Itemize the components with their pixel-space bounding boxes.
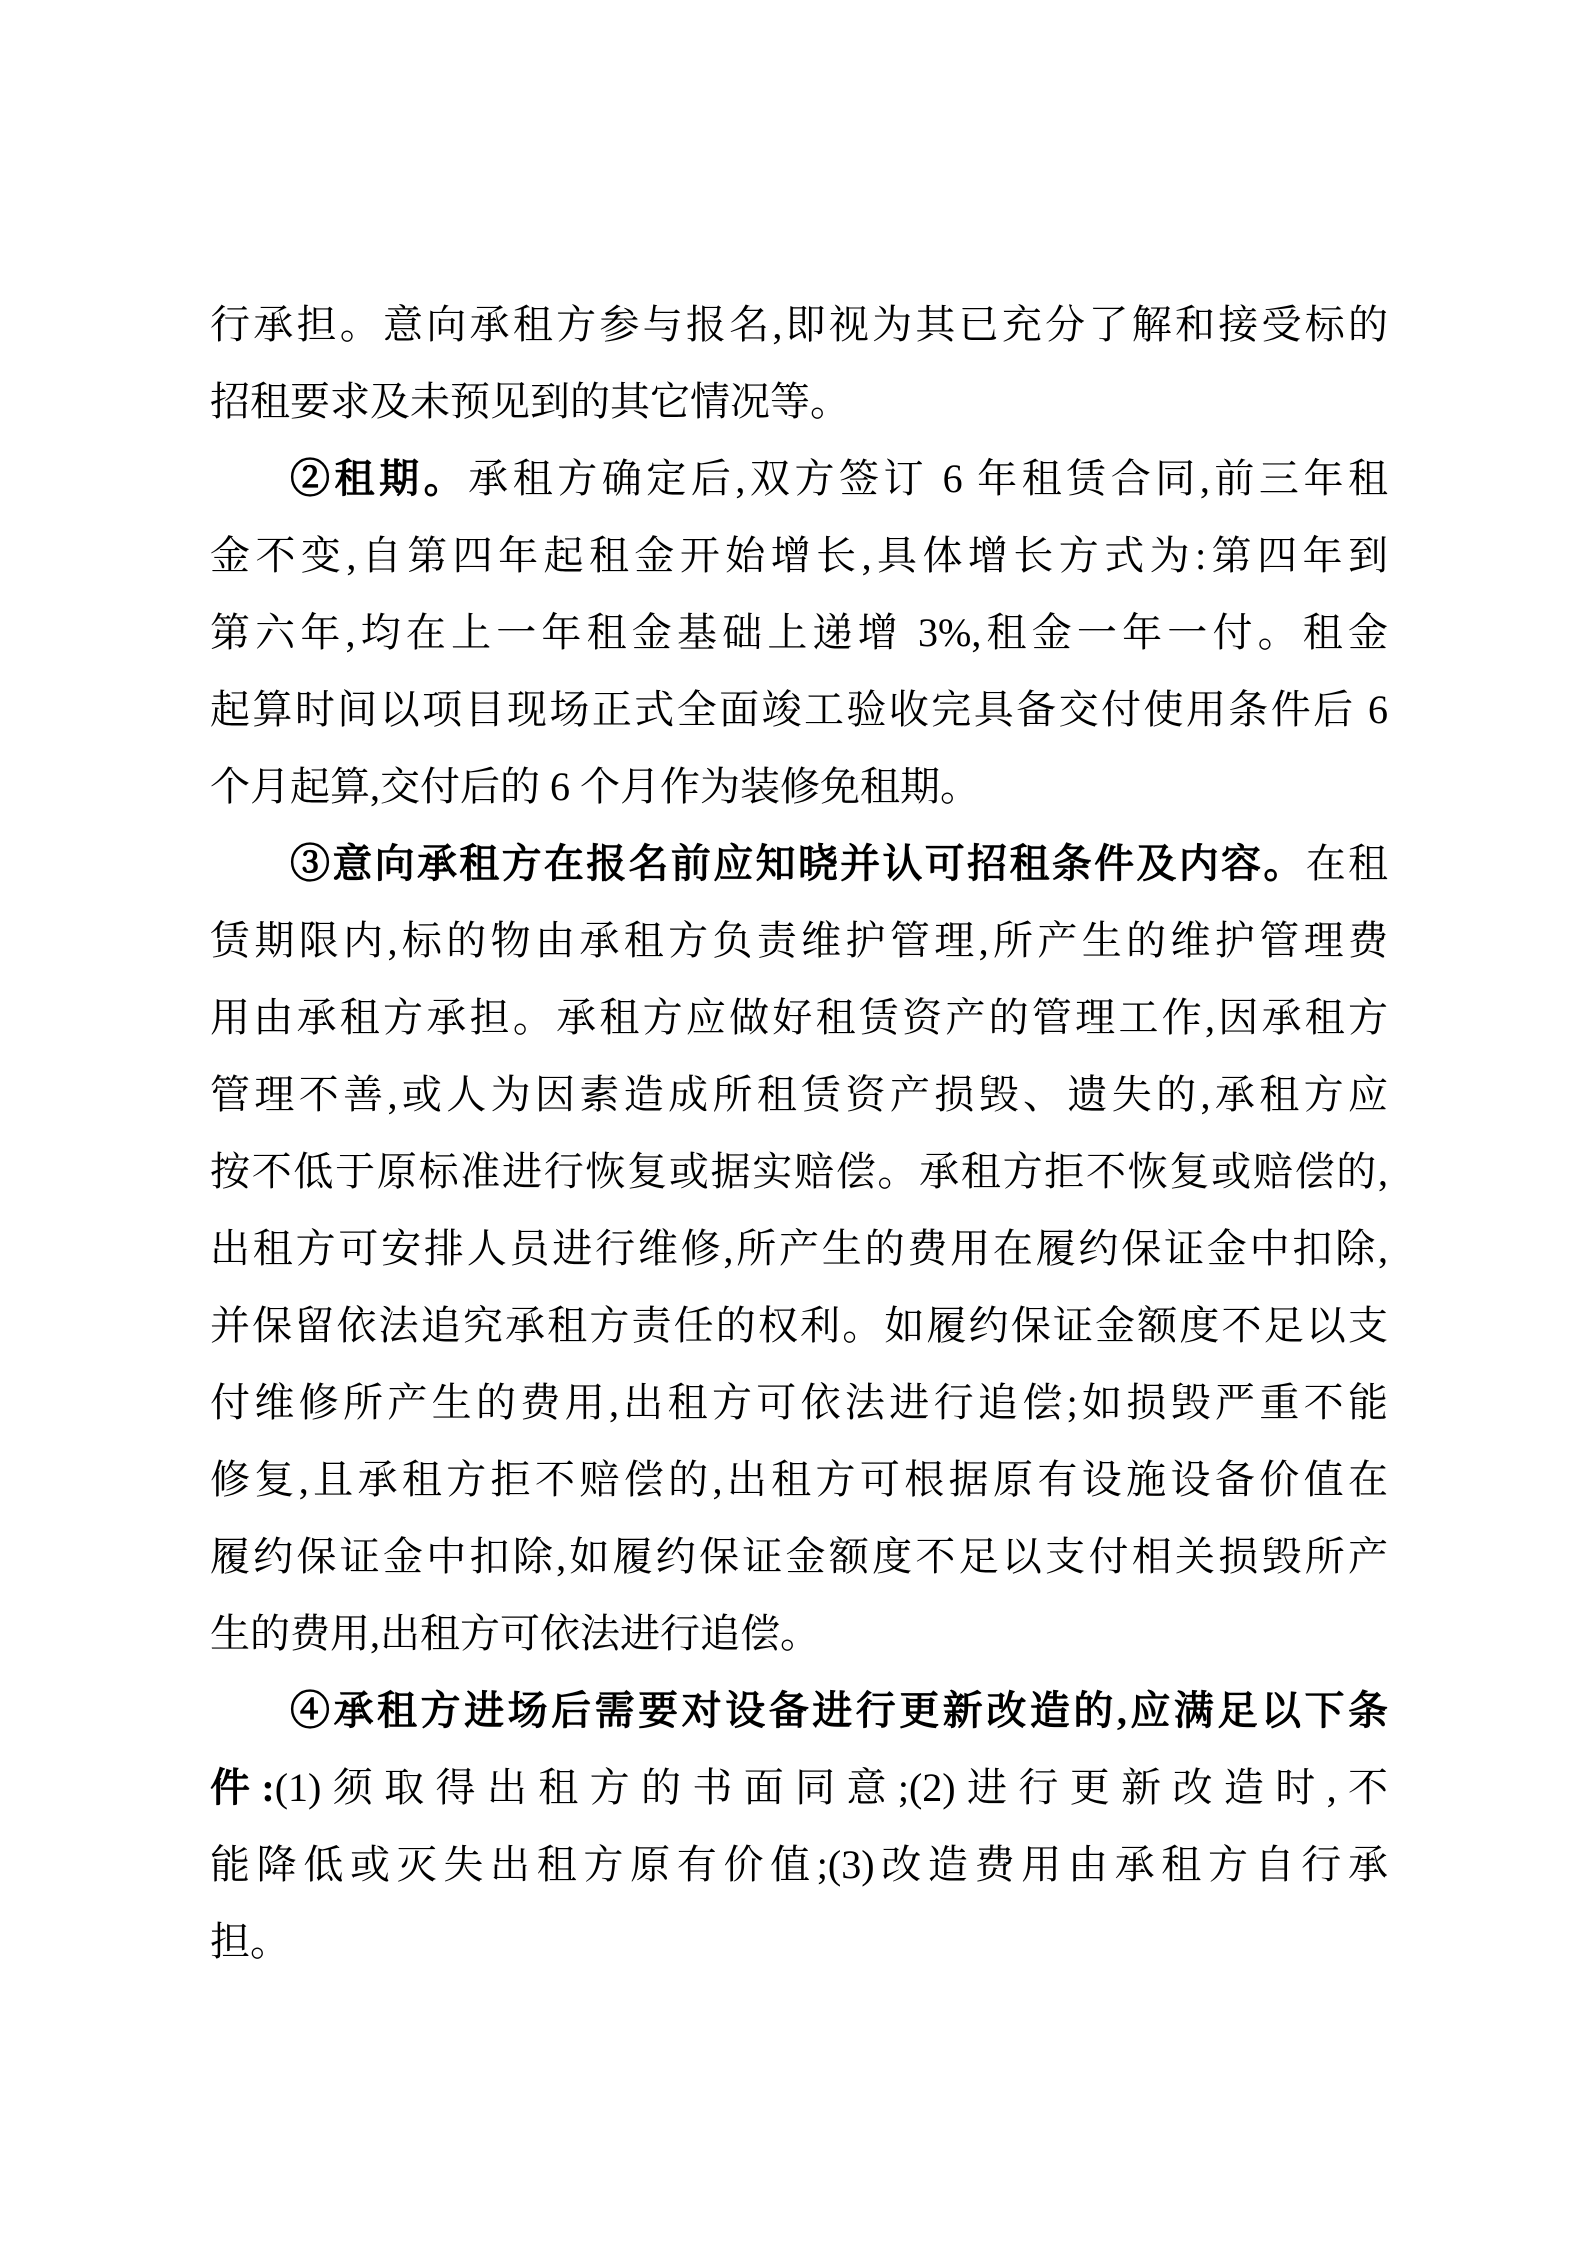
body-text: 履约保证金中扣除,如履约保证金额度不足以支付相关损毁所产: [210, 1534, 1388, 1579]
body-text: 金不变,自第四年起租金开始增长,具体增长方式为:第四年到: [210, 533, 1388, 578]
body-text: 担。: [210, 1919, 290, 1964]
body-text: 在租: [1305, 841, 1389, 886]
text-line: [210, 1672, 1388, 1749]
text-line: [210, 363, 1388, 440]
text-line: [210, 825, 1388, 902]
bold-text: 件:: [210, 1765, 275, 1810]
body-text: 用由承租方承担。承租方应做好租赁资产的管理工作,因承租方: [210, 995, 1388, 1040]
document-body: [210, 286, 1388, 1980]
text-line: [210, 440, 1388, 517]
text-line: [210, 286, 1388, 363]
body-text: 管理不善,或人为因素造成所租赁资产损毁、遗失的,承租方应: [210, 1072, 1388, 1117]
text-line: [210, 1441, 1388, 1518]
text-line: [210, 1826, 1388, 1903]
text-line: [210, 1210, 1388, 1287]
text-line: [210, 1056, 1388, 1133]
text-line: [210, 1133, 1388, 1210]
text-line: [210, 1287, 1388, 1364]
text-line: [210, 594, 1388, 671]
text-line: [210, 1903, 1388, 1980]
body-text: 按不低于原标准进行恢复或据实赔偿。承租方拒不恢复或赔偿的,: [210, 1149, 1388, 1194]
body-text: 能降低或灭失出租方原有价值;(3)改造费用由承租方自行承: [210, 1842, 1388, 1887]
body-text: 生的费用,出租方可依法进行追偿。: [210, 1611, 820, 1656]
body-text: 第六年,均在上一年租金基础上递增 3%,租金一年一付。租金: [210, 610, 1388, 655]
text-line: [210, 1364, 1388, 1441]
body-text: 修复,且承租方拒不赔偿的,出租方可根据原有设施设备价值在: [210, 1457, 1388, 1502]
body-text: 出租方可安排人员进行维修,所产生的费用在履约保证金中扣除,: [210, 1226, 1388, 1271]
body-text: 承租方确定后,双方签订 6 年租赁合同,前三年租: [468, 456, 1389, 501]
body-text: 个月起算,交付后的 6 个月作为装修免租期。: [210, 764, 980, 809]
text-line: [210, 902, 1388, 979]
body-text: (1)须取得出租方的书面同意;(2)进行更新改造时,不: [274, 1765, 1388, 1810]
body-text: 赁期限内,标的物由承租方负责维护管理,所产生的维护管理费: [210, 918, 1388, 963]
bold-text: ④承租方进场后需要对设备进行更新改造的,应满足以下条: [290, 1688, 1388, 1733]
body-text: 并保留依法追究承租方责任的权利。如履约保证金额度不足以支: [210, 1303, 1388, 1348]
bold-text: ③意向承租方在报名前应知晓并认可招租条件及内容。: [290, 841, 1306, 886]
text-line: [210, 1595, 1388, 1672]
text-line: [210, 748, 1388, 825]
body-text: 付维修所产生的费用,出租方可依法进行追偿;如损毁严重不能: [210, 1380, 1388, 1425]
text-line: [210, 1749, 1388, 1826]
bold-text: ②租期。: [290, 456, 469, 501]
body-text: 招租要求及未预见到的其它情况等。: [210, 379, 850, 424]
text-line: [210, 517, 1388, 594]
text-line: [210, 979, 1388, 1056]
body-text: 起算时间以项目现场正式全面竣工验收完具备交付使用条件后 6: [210, 687, 1388, 732]
text-line: [210, 671, 1388, 748]
text-line: [210, 1518, 1388, 1595]
body-text: 行承担。意向承租方参与报名,即视为其已充分了解和接受标的: [210, 302, 1388, 347]
